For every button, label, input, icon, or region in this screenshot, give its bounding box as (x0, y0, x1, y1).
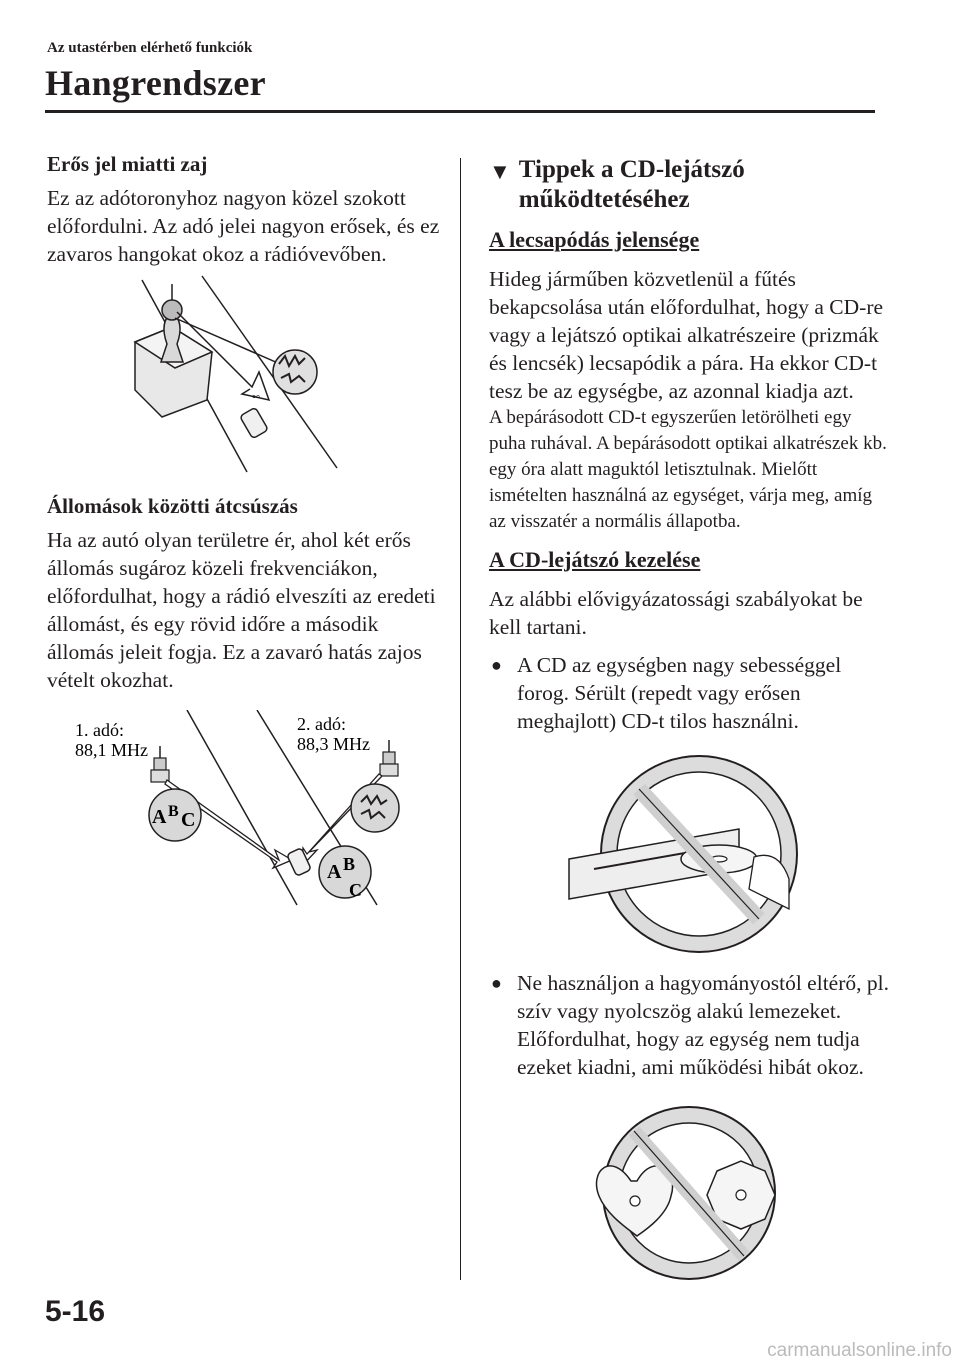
svg-text:°°: °° (252, 394, 260, 405)
abc-mixed-b: B (343, 854, 356, 874)
bullet-damaged-cd (489, 651, 889, 735)
left-column (47, 150, 442, 915)
strong-signal-illustration (47, 272, 442, 482)
subheading-condensation: A lecsapódás jelensége (489, 227, 700, 252)
bullet-odd-shaped-cd (489, 969, 889, 1081)
paragraph-cd-handling: Az alábbi elővigyázatossági szabályokat be kell tartani. (489, 587, 863, 639)
right-column (489, 155, 889, 1291)
cd-tips-heading (489, 155, 889, 215)
column-divider (460, 158, 461, 1280)
abc-mixed-a: A (327, 861, 342, 883)
abc-mixed-c: C (349, 880, 362, 900)
cd-tips-heading-line1: Tippek a CD-lejátszó (518, 156, 745, 183)
station-drift-illustration (47, 710, 442, 915)
station1-label-line1: 1. adó: (75, 720, 124, 740)
paragraph-strong-signal: Ez az adótoronyhoz nagyon közel szokott előfordulni. Az adó jelei nagyon erősek, és ez zavaros hangokat okoz a rádióvevőben. (47, 186, 440, 266)
section-label: Az utastérben elérhető funkciók (47, 40, 253, 56)
bullet-dot-icon: ● (491, 973, 502, 993)
page-number: 5-16 (45, 1295, 106, 1328)
no-damaged-cd-illustration (489, 749, 889, 959)
triangle-down-icon: ▼ (489, 159, 511, 184)
cd-tips-heading-line2: működtetéséhez (518, 186, 690, 213)
paragraph-station-drift: Ha az autó olyan területre ér, ahol két erős állomás sugároz közeli frekvenciákon, előfordulhat, hogy a rádió elveszíti az eredeti állomást, és egy rövid időre a második állomás jeleit fogja. Ez a zavaró hatás zajos vételt okozhat. (47, 528, 436, 692)
abc-letter-b: B (168, 803, 179, 820)
bullet-damaged-cd-text: A CD az egységben nagy sebességgel forog. Sérült (repedt vagy erősen meghajlott) CD-t tilos használni. (517, 653, 842, 733)
heading-strong-signal-noise: Erős jel miatti zaj (47, 152, 208, 176)
title-rule (45, 110, 875, 113)
subheading-cd-handling: A CD-lejátszó kezelése (489, 547, 701, 572)
bullet-odd-shaped-cd-text: Ne használjon a hagyományostól eltérő, pl. szív vagy nyolcszög alakú lemezeket. Előfordulhat, hogy az egység nem tudja ezeket kiadni, ami működési hibát okoz. (517, 971, 889, 1079)
station2-label-line1: 2. adó: (297, 714, 346, 734)
chapter-title: Hangrendszer (45, 63, 266, 103)
watermark: carmanualsonline.info (767, 1340, 952, 1361)
heading-station-drift: Állomások közötti átcsúszás (47, 494, 298, 518)
paragraph-condensation: Hideg járműben közvetlenül a fűtés bekapcsolása után előfordulhat, hogy a CD-re vagy a lejátszó optikai alkatrészeire (prizmák és lencsék) lecsapódik a pára. Ha ekkor CD-t tesz be az egységbe, az azonnal kiadja azt. (489, 267, 884, 403)
station1-label-line2: 88,1 MHz (75, 740, 148, 760)
abc-letter-c: C (181, 809, 196, 831)
bullet-dot-icon: ● (491, 655, 502, 675)
no-odd-shaped-cd-illustration (489, 1101, 889, 1291)
abc-letter-a: A (152, 806, 167, 828)
station2-label-line2: 88,3 MHz (297, 734, 370, 754)
paragraph-condensation-cleanup: A bepárásodott CD-t egyszerűen letörölheti egy puha ruhával. A bepárásodott optikai alkatrészek kb. egy óra alatt maguktól letisztulnak. Mielőtt ismételten használná az egységet, várja meg, amíg az visszatér a normális állapotba. (489, 407, 887, 532)
